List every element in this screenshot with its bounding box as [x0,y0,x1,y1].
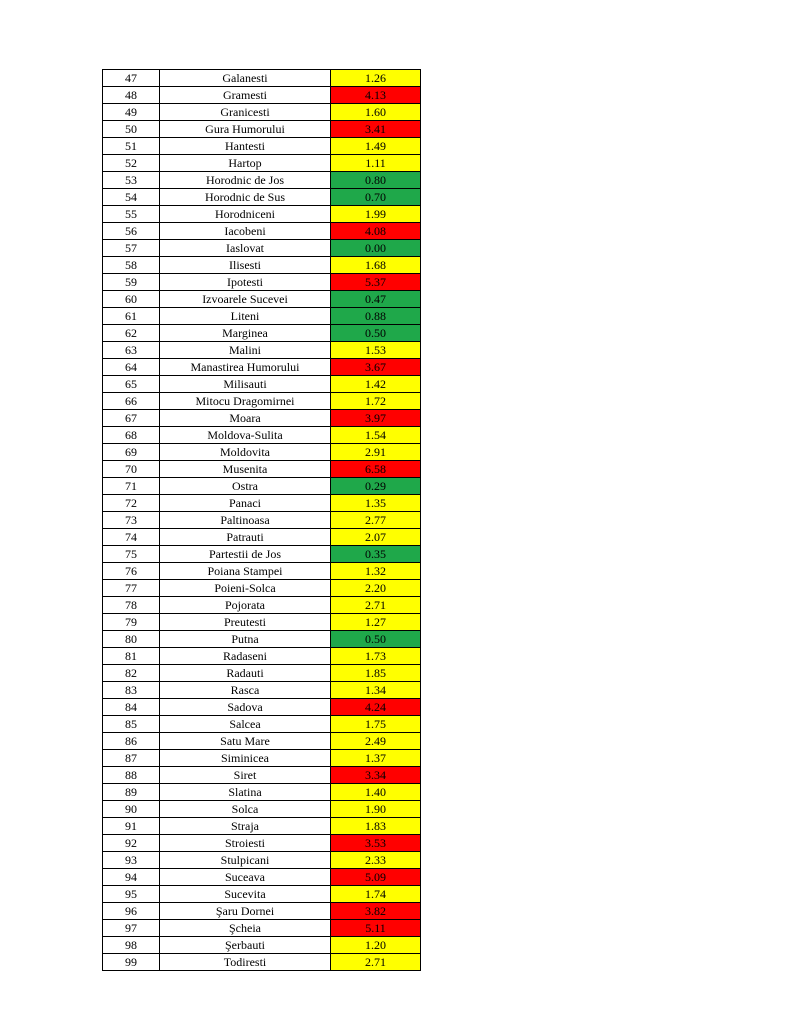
row-number-cell: 83 [103,682,160,699]
table-row [103,478,421,495]
locality-name-cell: Satu Mare [160,733,331,750]
table-row [103,512,421,529]
locality-name-cell: Marginea [160,325,331,342]
locality-name-cell: Partestii de Jos [160,546,331,563]
table-row [103,189,421,206]
locality-name-cell: Milisauti [160,376,331,393]
table-row [103,172,421,189]
value-cell: 0.47 [331,291,421,308]
row-number-cell: 92 [103,835,160,852]
table-row [103,70,421,87]
table-row [103,376,421,393]
value-cell: 1.27 [331,614,421,631]
locality-name-cell: Poieni-Solca [160,580,331,597]
table-row [103,937,421,954]
value-cell: 1.49 [331,138,421,155]
locality-name-cell: Siret [160,767,331,784]
value-cell: 1.37 [331,750,421,767]
locality-name-cell: Sucevita [160,886,331,903]
row-number-cell: 50 [103,121,160,138]
row-number-cell: 85 [103,716,160,733]
table-row [103,274,421,291]
value-cell: 2.20 [331,580,421,597]
row-number-cell: 60 [103,291,160,308]
row-number-cell: 65 [103,376,160,393]
value-cell: 0.00 [331,240,421,257]
table-row [103,308,421,325]
row-number-cell: 72 [103,495,160,512]
value-cell: 1.20 [331,937,421,954]
row-number-cell: 54 [103,189,160,206]
row-number-cell: 63 [103,342,160,359]
locality-name-cell: Iacobeni [160,223,331,240]
row-number-cell: 51 [103,138,160,155]
value-cell: 1.11 [331,155,421,172]
locality-name-cell: Poiana Stampei [160,563,331,580]
table-row [103,223,421,240]
value-cell: 5.11 [331,920,421,937]
row-number-cell: 66 [103,393,160,410]
table-row [103,87,421,104]
table-row [103,614,421,631]
row-number-cell: 49 [103,104,160,121]
locality-name-cell: Paltinoasa [160,512,331,529]
value-cell: 4.13 [331,87,421,104]
value-cell: 3.97 [331,410,421,427]
table-row [103,631,421,648]
value-cell: 3.67 [331,359,421,376]
row-number-cell: 67 [103,410,160,427]
value-cell: 1.75 [331,716,421,733]
row-number-cell: 98 [103,937,160,954]
row-number-cell: 68 [103,427,160,444]
locality-name-cell: Granicesti [160,104,331,121]
table-row [103,325,421,342]
row-number-cell: 82 [103,665,160,682]
row-number-cell: 57 [103,240,160,257]
value-cell: 1.72 [331,393,421,410]
table-row [103,155,421,172]
table-row [103,427,421,444]
table-row [103,240,421,257]
locality-name-cell: Sadova [160,699,331,716]
locality-name-cell: Moldovita [160,444,331,461]
locality-name-cell: Gramesti [160,87,331,104]
locality-name-cell: Şaru Dornei [160,903,331,920]
value-cell: 2.07 [331,529,421,546]
table-row [103,444,421,461]
value-cell: 1.73 [331,648,421,665]
value-cell: 4.08 [331,223,421,240]
table-row [103,206,421,223]
table-row [103,699,421,716]
row-number-cell: 48 [103,87,160,104]
value-cell: 1.85 [331,665,421,682]
locality-name-cell: Ilisesti [160,257,331,274]
locality-name-cell: Panaci [160,495,331,512]
table-row [103,648,421,665]
locality-name-cell: Solca [160,801,331,818]
locality-name-cell: Siminicea [160,750,331,767]
row-number-cell: 89 [103,784,160,801]
value-cell: 5.37 [331,274,421,291]
table-row [103,410,421,427]
value-cell: 0.50 [331,325,421,342]
value-cell: 3.53 [331,835,421,852]
locality-name-cell: Manastirea Humorului [160,359,331,376]
locality-name-cell: Izvoarele Sucevei [160,291,331,308]
row-number-cell: 84 [103,699,160,716]
table-row [103,682,421,699]
value-cell: 1.74 [331,886,421,903]
row-number-cell: 71 [103,478,160,495]
table-row [103,852,421,869]
value-cell: 0.80 [331,172,421,189]
table-row [103,733,421,750]
locality-name-cell: Straja [160,818,331,835]
locality-name-cell: Liteni [160,308,331,325]
table-row [103,359,421,376]
locality-name-cell: Malini [160,342,331,359]
table-row [103,495,421,512]
value-cell: 1.83 [331,818,421,835]
value-cell: 1.35 [331,495,421,512]
locality-name-cell: Rasca [160,682,331,699]
row-number-cell: 53 [103,172,160,189]
table-row [103,801,421,818]
row-number-cell: 78 [103,597,160,614]
locality-name-cell: Horodnic de Jos [160,172,331,189]
value-cell: 0.29 [331,478,421,495]
row-number-cell: 90 [103,801,160,818]
locality-name-cell: Hartop [160,155,331,172]
value-cell: 1.68 [331,257,421,274]
locality-name-cell: Ipotesti [160,274,331,291]
table-row [103,835,421,852]
row-number-cell: 58 [103,257,160,274]
value-cell: 0.35 [331,546,421,563]
table-row [103,529,421,546]
value-cell: 1.32 [331,563,421,580]
locality-name-cell: Salcea [160,716,331,733]
value-cell: 2.33 [331,852,421,869]
value-cell: 6.58 [331,461,421,478]
value-cell: 1.26 [331,70,421,87]
value-cell: 1.90 [331,801,421,818]
value-cell: 0.70 [331,189,421,206]
row-number-cell: 79 [103,614,160,631]
value-cell: 2.71 [331,954,421,971]
row-number-cell: 86 [103,733,160,750]
value-cell: 1.34 [331,682,421,699]
locality-name-cell: Stulpicani [160,852,331,869]
value-cell: 2.77 [331,512,421,529]
row-number-cell: 97 [103,920,160,937]
table-row [103,597,421,614]
row-number-cell: 70 [103,461,160,478]
locality-name-cell: Şcheia [160,920,331,937]
row-number-cell: 62 [103,325,160,342]
value-cell: 2.49 [331,733,421,750]
table-row [103,580,421,597]
locality-name-cell: Galanesti [160,70,331,87]
locality-name-cell: Preutesti [160,614,331,631]
locality-name-cell: Putna [160,631,331,648]
locality-name-cell: Stroiesti [160,835,331,852]
row-number-cell: 96 [103,903,160,920]
row-number-cell: 87 [103,750,160,767]
locality-name-cell: Horodnic de Sus [160,189,331,206]
locality-name-cell: Ostra [160,478,331,495]
row-number-cell: 59 [103,274,160,291]
value-cell: 1.99 [331,206,421,223]
locality-name-cell: Patrauti [160,529,331,546]
table-row [103,903,421,920]
table-row [103,563,421,580]
locality-name-cell: Hantesti [160,138,331,155]
locality-name-cell: Şerbauti [160,937,331,954]
locality-name-cell: Radaseni [160,648,331,665]
locality-name-cell: Gura Humorului [160,121,331,138]
table-row [103,750,421,767]
row-number-cell: 61 [103,308,160,325]
row-number-cell: 81 [103,648,160,665]
locality-name-cell: Suceava [160,869,331,886]
row-number-cell: 73 [103,512,160,529]
table-row [103,342,421,359]
row-number-cell: 47 [103,70,160,87]
row-number-cell: 93 [103,852,160,869]
value-cell: 1.54 [331,427,421,444]
table-row [103,767,421,784]
value-cell: 2.71 [331,597,421,614]
locality-name-cell: Musenita [160,461,331,478]
table-row [103,104,421,121]
row-number-cell: 95 [103,886,160,903]
locality-name-cell: Mitocu Dragomirnei [160,393,331,410]
table-row [103,138,421,155]
row-number-cell: 74 [103,529,160,546]
table-row [103,121,421,138]
value-cell: 4.24 [331,699,421,716]
value-cell: 1.60 [331,104,421,121]
row-number-cell: 76 [103,563,160,580]
locality-name-cell: Radauti [160,665,331,682]
row-number-cell: 77 [103,580,160,597]
locality-name-cell: Iaslovat [160,240,331,257]
locality-name-cell: Pojorata [160,597,331,614]
table-row [103,461,421,478]
row-number-cell: 99 [103,954,160,971]
value-cell: 0.50 [331,631,421,648]
value-cell: 3.82 [331,903,421,920]
locality-values-table [102,69,421,971]
row-number-cell: 52 [103,155,160,172]
table-row [103,546,421,563]
row-number-cell: 55 [103,206,160,223]
locality-name-cell: Moldova-Sulita [160,427,331,444]
table-row [103,886,421,903]
table-row [103,716,421,733]
row-number-cell: 75 [103,546,160,563]
table-body [103,70,421,971]
locality-name-cell: Horodniceni [160,206,331,223]
row-number-cell: 69 [103,444,160,461]
value-cell: 1.42 [331,376,421,393]
row-number-cell: 88 [103,767,160,784]
row-number-cell: 56 [103,223,160,240]
value-cell: 1.53 [331,342,421,359]
table-row [103,954,421,971]
row-number-cell: 64 [103,359,160,376]
table-row [103,869,421,886]
table-row [103,393,421,410]
row-number-cell: 80 [103,631,160,648]
value-cell: 2.91 [331,444,421,461]
value-cell: 3.34 [331,767,421,784]
row-number-cell: 94 [103,869,160,886]
row-number-cell: 91 [103,818,160,835]
locality-name-cell: Slatina [160,784,331,801]
table-row [103,665,421,682]
locality-name-cell: Todiresti [160,954,331,971]
table-row [103,291,421,308]
value-cell: 5.09 [331,869,421,886]
locality-name-cell: Moara [160,410,331,427]
table-row [103,784,421,801]
table-row [103,257,421,274]
table-row [103,920,421,937]
value-cell: 3.41 [331,121,421,138]
value-cell: 1.40 [331,784,421,801]
table-row [103,818,421,835]
value-cell: 0.88 [331,308,421,325]
